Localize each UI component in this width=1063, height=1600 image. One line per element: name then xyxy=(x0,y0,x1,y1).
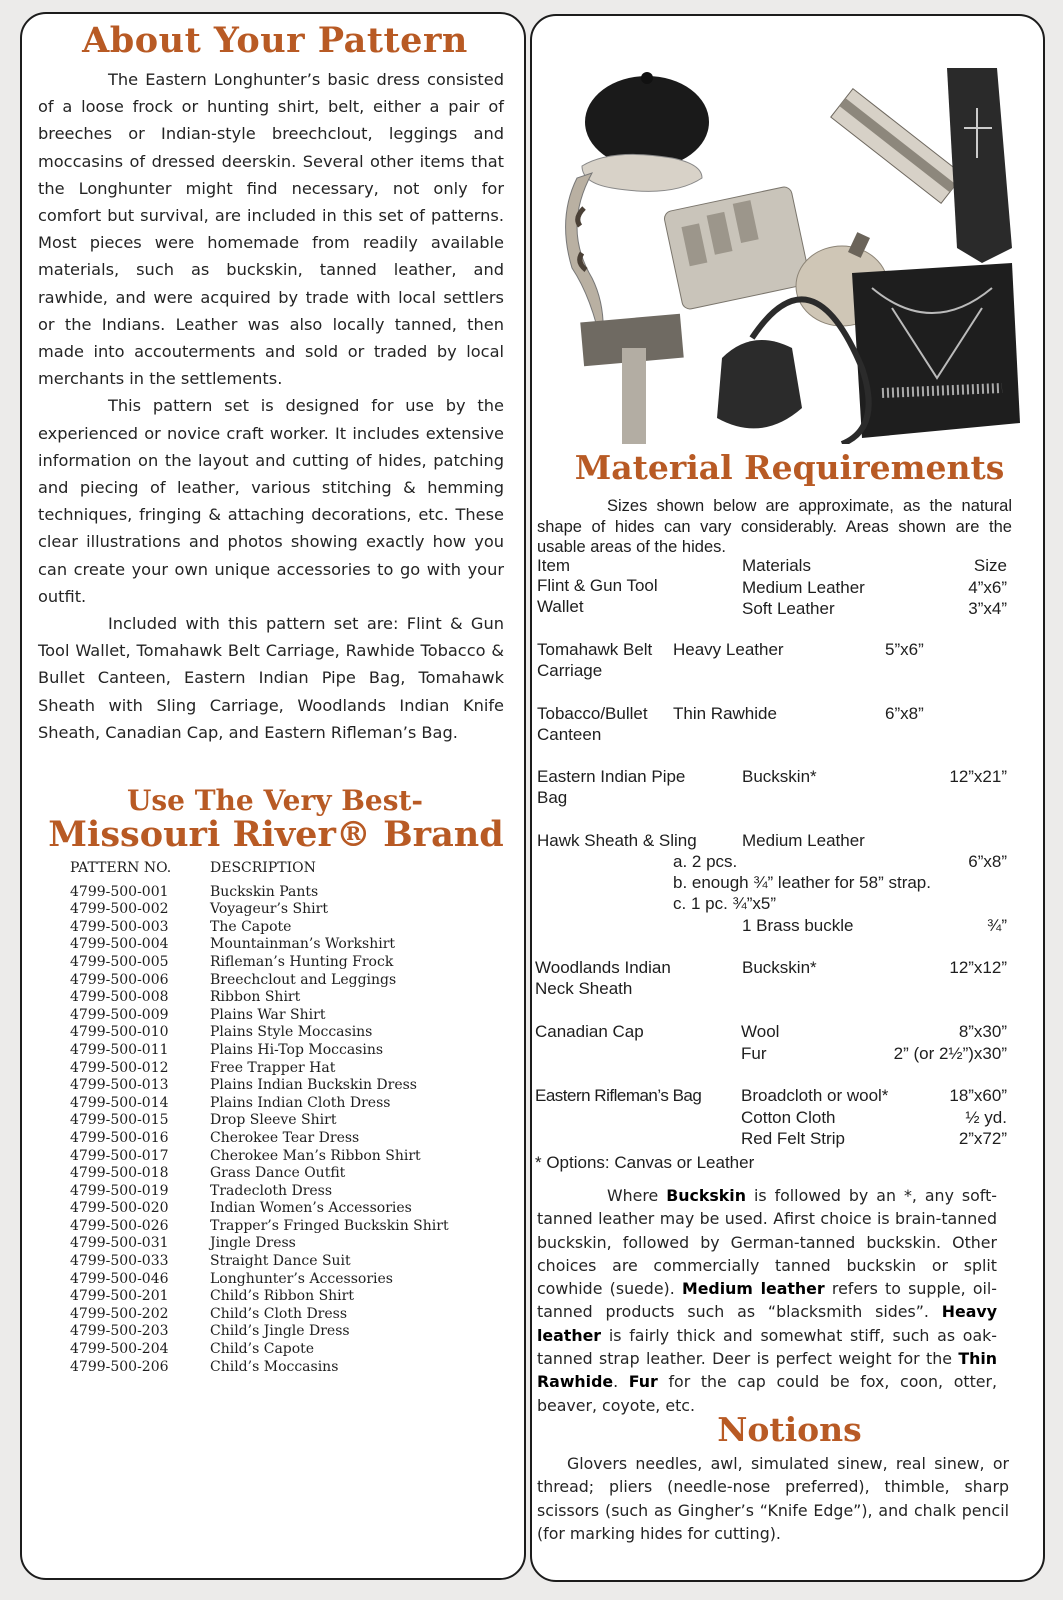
materials-heading: Material Requirements xyxy=(574,448,1005,487)
pattern-description: Rifleman’s Hunting Frock xyxy=(210,953,394,970)
pattern-row xyxy=(70,1042,490,1060)
pattern-row xyxy=(70,954,490,972)
desc-term-buckskin: Buckskin xyxy=(666,1186,746,1205)
material-value: Medium Leather xyxy=(742,578,865,597)
pattern-row xyxy=(70,1341,490,1359)
materials-intro: Sizes shown below are approximate, as the natural shape of hides can vary considerably. Areas shown are the usable areas of the hides. xyxy=(537,497,1012,556)
brand-line-2: Missouri River® Brand xyxy=(48,814,504,855)
item-tomahawk-belt-carriage: Tomahawk Belt xyxy=(537,640,653,659)
item-hawk-sheath-sling: Hawk Sheath & Sling xyxy=(537,831,697,850)
desc-text: . xyxy=(613,1372,629,1392)
pattern-number: 4799-500-031 xyxy=(70,1235,169,1252)
notions-heading: Notions xyxy=(717,1410,862,1449)
material-value: Cotton Cloth xyxy=(741,1108,836,1127)
pattern-row xyxy=(70,1235,490,1253)
pattern-row xyxy=(70,1253,490,1271)
pattern-number: 4799-500-011 xyxy=(70,1041,169,1058)
pattern-row xyxy=(70,989,490,1007)
pattern-description: Ribbon Shirt xyxy=(210,989,301,1006)
pattern-row xyxy=(70,1323,490,1341)
pattern-number: 4799-500-013 xyxy=(70,1077,169,1094)
pattern-row xyxy=(70,1165,490,1183)
pattern-row xyxy=(70,1077,490,1095)
pattern-description: Breechclout and Leggings xyxy=(210,971,397,988)
desc-text: Where xyxy=(607,1186,667,1205)
pattern-row xyxy=(70,1306,490,1324)
pattern-row xyxy=(70,972,490,990)
pattern-number: 4799-500-202 xyxy=(70,1305,169,1322)
pattern-description: Plains War Shirt xyxy=(210,1006,326,1023)
size-value: 8”x30” xyxy=(958,1022,1007,1041)
pattern-description: Drop Sleeve Shirt xyxy=(210,1112,337,1129)
pattern-description: Plains Hi-Top Moccasins xyxy=(210,1041,384,1058)
pattern-description: Trapper’s Fringed Buckskin Shirt xyxy=(210,1217,449,1234)
pattern-row xyxy=(70,1148,490,1166)
size-value: ½ yd. xyxy=(965,1108,1007,1127)
pattern-number: 4799-500-009 xyxy=(70,1006,169,1023)
pattern-number: 4799-500-014 xyxy=(70,1094,169,1111)
pattern-row xyxy=(70,1095,490,1113)
pattern-number: 4799-500-206 xyxy=(70,1358,169,1375)
pattern-number: 4799-500-018 xyxy=(70,1165,169,1182)
about-heading: About Your Pattern xyxy=(82,20,468,61)
pattern-description: Plains Style Moccasins xyxy=(210,1024,373,1041)
pattern-row xyxy=(70,1007,490,1025)
pattern-row xyxy=(70,1359,490,1377)
pattern-row xyxy=(70,1024,490,1042)
pattern-description: Child’s Ribbon Shirt xyxy=(210,1288,354,1305)
item-eastern-riflemans-bag: Eastern Rifleman’s Bag xyxy=(535,1086,702,1105)
pattern-description: The Capote xyxy=(210,918,292,935)
item-woodlands-indian-neck-sheath-2: Neck Sheath xyxy=(535,979,633,998)
pattern-description: Plains Indian Cloth Dress xyxy=(210,1094,391,1111)
pattern-number: 4799-500-026 xyxy=(70,1217,169,1234)
pattern-description: Cherokee Man’s Ribbon Shirt xyxy=(210,1147,421,1164)
size-value: 12”x12” xyxy=(949,958,1007,977)
item-tobacco-bullet-canteen: Tobacco/Bullet xyxy=(537,704,648,723)
pattern-number: 4799-500-201 xyxy=(70,1288,169,1305)
pattern-description: Child’s Cloth Dress xyxy=(210,1305,348,1322)
item-eastern-indian-pipe-bag-2: Bag xyxy=(537,788,568,807)
size-value: 4”x6” xyxy=(968,578,1007,597)
material-value: a. 2 pcs. xyxy=(673,852,738,871)
pattern-number: 4799-500-008 xyxy=(70,989,169,1006)
pattern-rows xyxy=(70,884,490,1377)
pattern-table xyxy=(70,860,490,1376)
about-paragraph: Included with this pattern set are: Flint & Gun Tool Wallet, Tomahawk Belt Carriage, Rawhide Tobacco & Bullet Canteen, Eastern Indian Pipe Bag, Tomahawk Sheath with Sling Carriage, Woodlands Indian Knife Sheath, Canadian Cap, and Eastern Rifleman’s Bag. xyxy=(38,614,504,742)
pattern-number: 4799-500-020 xyxy=(70,1200,169,1217)
desc-term-fur: Fur xyxy=(628,1372,658,1392)
pattern-number: 4799-500-005 xyxy=(70,953,169,970)
about-text xyxy=(38,66,504,746)
material-value: Buckskin* xyxy=(742,958,817,977)
item-canadian-cap: Canadian Cap xyxy=(535,1022,644,1041)
pattern-row xyxy=(70,1218,490,1236)
notions-text: Glovers needles, awl, simulated sinew, real sinew, or thread; pliers (needle-nose preferred), thimble, sharp scissors (such as Gingher’s “Knife Edge”), and chalk pencil (for marking hides for cutting). xyxy=(537,1454,1009,1543)
pattern-number: 4799-500-019 xyxy=(70,1182,169,1199)
column-header-materials: Materials xyxy=(742,556,811,575)
desc-text: is fairly thick and somewhat stiff, such as oak-tanned strap leather. Deer is perfect weight for the xyxy=(537,1325,997,1369)
item-tobacco-bullet-canteen-2: Canteen xyxy=(537,725,602,744)
pattern-description: Tradecloth Dress xyxy=(210,1182,333,1199)
size-value: 3”x4” xyxy=(968,599,1007,618)
pattern-number: 4799-500-016 xyxy=(70,1129,169,1146)
size-value: 6”x8” xyxy=(885,704,924,723)
right-panel xyxy=(530,14,1045,1582)
materials-description-paragraph xyxy=(537,1184,997,1417)
item-tomahawk-belt-carriage-2: Carriage xyxy=(537,661,603,680)
pattern-number: 4799-500-001 xyxy=(70,883,169,900)
column-header-pattern-no: PATTERN NO. xyxy=(70,860,172,876)
pattern-number: 4799-500-033 xyxy=(70,1253,169,1270)
desc-term-thin-rawhide: Thin Rawhide xyxy=(537,1349,997,1392)
material-value: Fur xyxy=(741,1044,767,1063)
size-value: 2”x72” xyxy=(958,1129,1007,1148)
size-value: 6”x8” xyxy=(968,852,1007,871)
pattern-description: Longhunter’s Accessories xyxy=(210,1270,393,1287)
column-header-size: Size xyxy=(973,556,1007,575)
pattern-description: Jingle Dress xyxy=(210,1235,296,1252)
pattern-number: 4799-500-002 xyxy=(70,901,169,918)
pattern-description: Grass Dance Outfit xyxy=(210,1165,346,1182)
pattern-number: 4799-500-004 xyxy=(70,936,169,953)
pattern-row xyxy=(70,884,490,902)
pattern-description: Straight Dance Suit xyxy=(210,1253,351,1270)
material-value: Broadcloth or wool* xyxy=(741,1086,889,1105)
pattern-number: 4799-500-046 xyxy=(70,1270,169,1287)
desc-text: is followed by an *, any soft-tanned leather may be used. Afirst choice is brain-tanned buckskin, followed by German-tanned buckskin. Other choices are commercially tanned buckskin or split cowhide (suede). xyxy=(537,1186,997,1299)
desc-text: refers to supple, oil-tanned products such as “blacksmith sides”. xyxy=(537,1279,997,1322)
pattern-table-header xyxy=(70,860,490,878)
pattern-description: Indian Women’s Accessories xyxy=(210,1200,412,1217)
pattern-number: 4799-500-015 xyxy=(70,1112,169,1129)
pattern-number: 4799-500-203 xyxy=(70,1323,169,1340)
pattern-row xyxy=(70,1060,490,1078)
materials-table xyxy=(532,16,1047,1216)
pattern-description: Mountainman’s Workshirt xyxy=(210,936,396,953)
desc-term-medium-leather: Medium leather xyxy=(681,1279,825,1299)
pattern-description: Voyageur’s Shirt xyxy=(210,901,328,918)
desc-text: for the cap could be fox, coon, otter, beaver, coyote, etc. xyxy=(537,1372,997,1415)
pattern-row xyxy=(70,919,490,937)
material-value: Wool xyxy=(741,1022,780,1041)
pattern-description: Cherokee Tear Dress xyxy=(210,1129,360,1146)
pattern-number: 4799-500-012 xyxy=(70,1059,169,1076)
about-paragraph: This pattern set is designed for use by the experienced or novice craft worker. It includes extensive information on the layout and cutting of hides, patching and piecing of leather, various stitching & hemming techniques, fringing & attaching decorations, etc. These clear illustrations and photos showing exactly how you can create your own unique accessories to go with your outfit. xyxy=(38,396,504,606)
brand-line-1: Use The Very Best- xyxy=(126,784,424,817)
pattern-number: 4799-500-010 xyxy=(70,1024,169,1041)
left-panel xyxy=(20,12,526,1580)
material-value: Buckskin* xyxy=(742,767,817,786)
pattern-description: Plains Indian Buckskin Dress xyxy=(210,1077,417,1094)
material-value: b. enough ¾” leather for 58” strap. xyxy=(673,873,931,892)
pattern-description: Free Trapper Hat xyxy=(210,1059,336,1076)
pattern-row xyxy=(70,1130,490,1148)
column-header-description: DESCRIPTION xyxy=(210,860,316,876)
size-value: 18”x60” xyxy=(949,1086,1007,1105)
pattern-description: Child’s Jingle Dress xyxy=(210,1323,350,1340)
pattern-row xyxy=(70,1112,490,1130)
pattern-row xyxy=(70,1288,490,1306)
item-woodlands-indian-neck-sheath: Woodlands Indian xyxy=(535,958,671,977)
material-value: c. 1 pc. ¾”x5” xyxy=(673,894,776,913)
materials-description xyxy=(537,1184,997,1417)
pattern-number: 4799-500-006 xyxy=(70,971,169,988)
material-value: Red Felt Strip xyxy=(741,1129,845,1148)
pattern-row xyxy=(70,1200,490,1218)
pattern-number: 4799-500-204 xyxy=(70,1341,169,1358)
about-paragraph: The Eastern Longhunter’s basic dress consisted of a loose frock or hunting shirt, belt, either a pair of breeches or Indian-style breechclout, leggings and moccasins of dressed deerskin. Several other items that the Longhunter might find necessary, not only for comfort but survival, are included in this set of patterns. Most pieces were homemade from readily available materials, such as buckskin, tanned leather, and rawhide, and were acquired by trade with local settlers or the Indians. Leather was also locally tanned, then made into accouterments and sold or traded by local merchants in the settlements. xyxy=(38,70,504,389)
pattern-row xyxy=(70,1271,490,1289)
size-value: 12”x21” xyxy=(949,767,1007,786)
material-value: 1 Brass buckle xyxy=(742,916,854,935)
size-value: 2” (or 2½”)x30” xyxy=(893,1044,1007,1063)
item-eastern-indian-pipe-bag: Eastern Indian Pipe xyxy=(537,767,686,786)
material-value: Soft Leather xyxy=(742,599,835,618)
pattern-row xyxy=(70,1183,490,1201)
material-value: Thin Rawhide xyxy=(673,704,777,723)
material-value: Medium Leather xyxy=(742,831,865,850)
pattern-description: Child’s Capote xyxy=(210,1341,315,1358)
pattern-row xyxy=(70,936,490,954)
options-note: * Options: Canvas or Leather xyxy=(535,1153,755,1172)
pattern-description: Child’s Moccasins xyxy=(210,1358,339,1375)
item-flint-gun-tool-wallet-2: Wallet xyxy=(537,597,584,616)
pattern-number: 4799-500-003 xyxy=(70,918,169,935)
size-value: 5”x6” xyxy=(885,640,924,659)
desc-term-heavy-leather: Heavy leather xyxy=(537,1302,997,1345)
column-header-item: Item xyxy=(537,556,571,575)
item-flint-gun-tool-wallet: Flint & Gun Tool xyxy=(537,576,658,595)
pattern-description: Buckskin Pants xyxy=(210,883,319,900)
material-value: Heavy Leather xyxy=(673,640,784,659)
size-value: ¾” xyxy=(987,916,1007,935)
pattern-number: 4799-500-017 xyxy=(70,1147,169,1164)
pattern-row xyxy=(70,901,490,919)
